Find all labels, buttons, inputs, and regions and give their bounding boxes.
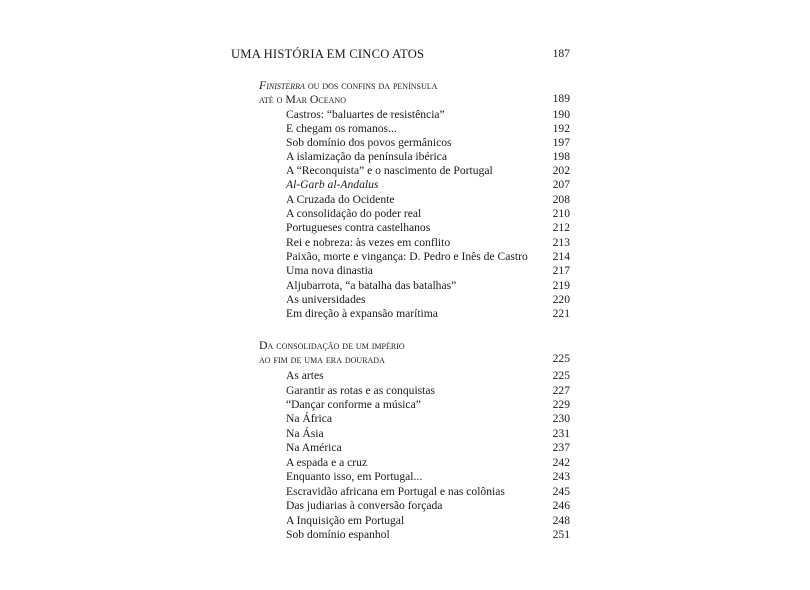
toc-entry: Escravidão africana em Portugal e nas colônias bbox=[286, 485, 505, 498]
toc-entry: Das judiarias à conversão forçada bbox=[286, 499, 443, 512]
toc-entry-page: 230 bbox=[552, 412, 570, 425]
toc-entry: Al-Garb al-Andalus bbox=[286, 178, 379, 191]
section-2-page-number: 225 bbox=[552, 352, 570, 365]
toc-entry-page: 221 bbox=[552, 307, 570, 320]
section-1-title-line2: até o Mar Oceano bbox=[259, 92, 346, 106]
toc-entry: Sob domínio espanhol bbox=[286, 528, 390, 541]
toc-entry: Em direção à expansão marítima bbox=[286, 307, 438, 320]
section-1-page-number: 189 bbox=[552, 92, 570, 105]
toc-entry-page: 198 bbox=[552, 150, 570, 163]
toc-entry: As artes bbox=[286, 369, 324, 382]
toc-entry: Portugueses contra castelhanos bbox=[286, 221, 431, 234]
toc-entry-page: 190 bbox=[552, 108, 570, 121]
toc-entry-page: 237 bbox=[552, 441, 570, 454]
toc-entry: A Cruzada do Ocidente bbox=[286, 193, 395, 206]
section-1-title-rest: ou dos confins da península bbox=[304, 78, 438, 92]
section-1-title-line1 bbox=[259, 78, 437, 92]
toc-entry: Na América bbox=[286, 441, 342, 454]
toc-entry: Na África bbox=[286, 412, 333, 425]
toc-entry: Aljubarrota, “a batalha das batalhas” bbox=[286, 279, 457, 292]
toc-entry: “Dançar conforme a música” bbox=[286, 398, 421, 411]
toc-entry-page: 213 bbox=[552, 236, 570, 249]
toc-entry: A consolidação do poder real bbox=[286, 207, 422, 220]
toc-entry: A Inquisição em Portugal bbox=[286, 514, 405, 527]
toc-entry: Sob domínio dos povos germânicos bbox=[286, 136, 452, 149]
toc-entry-page: 231 bbox=[552, 427, 570, 440]
part-page-number: 187 bbox=[552, 47, 570, 60]
toc-entry-page: 225 bbox=[552, 369, 570, 382]
toc-entry: As universidades bbox=[286, 293, 366, 306]
toc-entry: A islamização da península ibérica bbox=[286, 150, 447, 163]
toc-entry-page: 197 bbox=[552, 136, 570, 149]
part-title: UMA HISTÓRIA EM CINCO ATOS bbox=[231, 47, 425, 61]
toc-entry-page: 227 bbox=[552, 384, 570, 397]
toc-entry-page: 229 bbox=[552, 398, 570, 411]
toc-entry-page: 246 bbox=[552, 499, 570, 512]
toc-entry-page: 217 bbox=[552, 264, 570, 277]
toc-entry: A espada e a cruz bbox=[286, 456, 368, 469]
toc-entry: Castros: “baluartes de resistência” bbox=[286, 108, 445, 121]
toc-entry: Paixão, morte e vingança: D. Pedro e Inês de Castro bbox=[286, 250, 528, 263]
toc-entry: E chegam os romanos... bbox=[286, 122, 397, 135]
toc-entry-page: 208 bbox=[552, 193, 570, 206]
toc-entry-page: 242 bbox=[552, 456, 570, 469]
toc-entry-page: 202 bbox=[552, 164, 570, 177]
toc-entry: Na Ásia bbox=[286, 427, 324, 440]
toc-entry-page: 220 bbox=[552, 293, 570, 306]
toc-entry-page: 192 bbox=[552, 122, 570, 135]
toc-entry-page: 219 bbox=[552, 279, 570, 292]
toc-entry: A “Reconquista” e o nascimento de Portugal bbox=[286, 164, 493, 177]
toc-entry-page: 251 bbox=[552, 528, 570, 541]
section-2-title-line2: ao fim de uma era dourada bbox=[259, 352, 385, 366]
toc-entry-page: 248 bbox=[552, 514, 570, 527]
toc-entry: Uma nova dinastia bbox=[286, 264, 373, 277]
toc-entry-page: 212 bbox=[552, 221, 570, 234]
section-2-title-line1: Da consolidação de um império bbox=[259, 338, 405, 352]
toc-entry-page: 245 bbox=[552, 485, 570, 498]
toc-entry-page: 210 bbox=[552, 207, 570, 220]
toc-entry-page: 207 bbox=[552, 178, 570, 191]
toc-entry-page: 214 bbox=[552, 250, 570, 263]
toc-entry-page: 243 bbox=[552, 470, 570, 483]
toc-entry: Enquanto isso, em Portugal... bbox=[286, 470, 423, 483]
toc-entry: Rei e nobreza: às vezes em conflito bbox=[286, 236, 451, 249]
section-1-title-italic: Finisterra bbox=[259, 78, 305, 92]
toc-entry: Garantir as rotas e as conquistas bbox=[286, 384, 436, 397]
